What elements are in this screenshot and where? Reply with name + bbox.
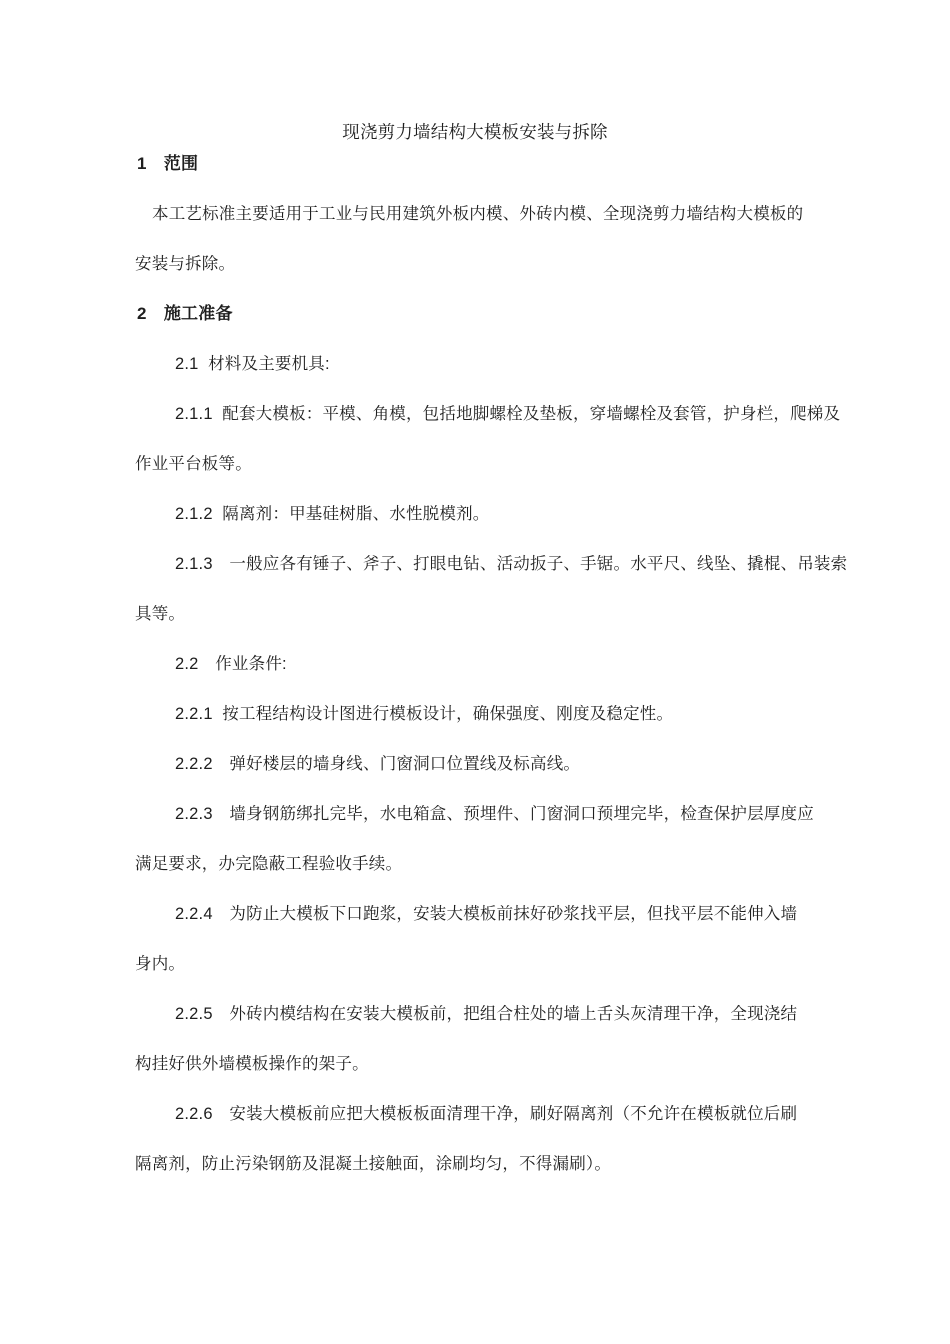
item-2-2-3-line-2: 满足要求，办完隐蔽工程验收手续。 (135, 855, 403, 873)
item-2-2-5-line-2: 构挂好供外墙模板操作的架子。 (135, 1055, 369, 1073)
document-title: 现浇剪力墙结构大模板安装与拆除 (342, 122, 608, 142)
para-scope-line-2: 安装与拆除。 (135, 255, 236, 273)
heading-2-preparation: 2 施工准备 (137, 304, 233, 323)
heading-1-scope: 1 范围 (137, 154, 199, 173)
item-2-2-3-line-1: 2.2.3 墙身钢筋绑扎完毕，水电箱盒、预埋件、门窗洞口预埋完毕，检查保护层厚度应 (175, 805, 814, 823)
item-2-1-2: 2.1.2 隔离剂：甲基硅树脂、水性脱模剂。 (175, 505, 490, 523)
item-2-2-conditions: 2.2 作业条件: (175, 655, 287, 673)
item-2-1-1-line-1: 2.1.1 配套大模板：平模、角模，包括地脚螺栓及垫板，穿墙螺栓及套管，护身栏，爬梯及 (175, 405, 841, 423)
item-2-2-2: 2.2.2 弹好楼层的墙身线、门窗洞口位置线及标高线。 (175, 755, 581, 773)
item-2-1-3-line-1: 2.1.3 一般应各有锤子、斧子、打眼电钻、活动扳子、手锯。水平尺、线坠、撬棍、吊装索 (175, 555, 848, 573)
item-2-2-5-line-1: 2.2.5 外砖内模结构在安装大模板前，把组合柱处的墙上舌头灰清理干净，全现浇结 (175, 1005, 798, 1023)
item-2-2-6-line-1: 2.2.6 安装大模板前应把大模板板面清理干净，刷好隔离剂（不允许在模板就位后刷 (175, 1105, 798, 1123)
para-scope-line-1: 本工艺标准主要适用于工业与民用建筑外板内模、外砖内模、全现浇剪力墙结构大模板的 (152, 205, 804, 223)
item-2-1-materials: 2.1 材料及主要机具: (175, 355, 330, 373)
item-2-1-1-line-2: 作业平台板等。 (135, 455, 252, 473)
item-2-2-4-line-1: 2.2.4 为防止大模板下口跑浆，安装大模板前抹好砂浆找平层，但找平层不能伸入墙 (175, 905, 798, 923)
item-2-2-4-line-2: 身内。 (135, 955, 186, 973)
item-2-2-1: 2.2.1 按工程结构设计图进行模板设计，确保强度、刚度及稳定性。 (175, 705, 674, 723)
item-2-1-3-line-2: 具等。 (135, 605, 186, 623)
item-2-2-6-line-2: 隔离剂，防止污染钢筋及混凝土接触面，涂刷均匀，不得漏刷）。 (135, 1155, 612, 1173)
